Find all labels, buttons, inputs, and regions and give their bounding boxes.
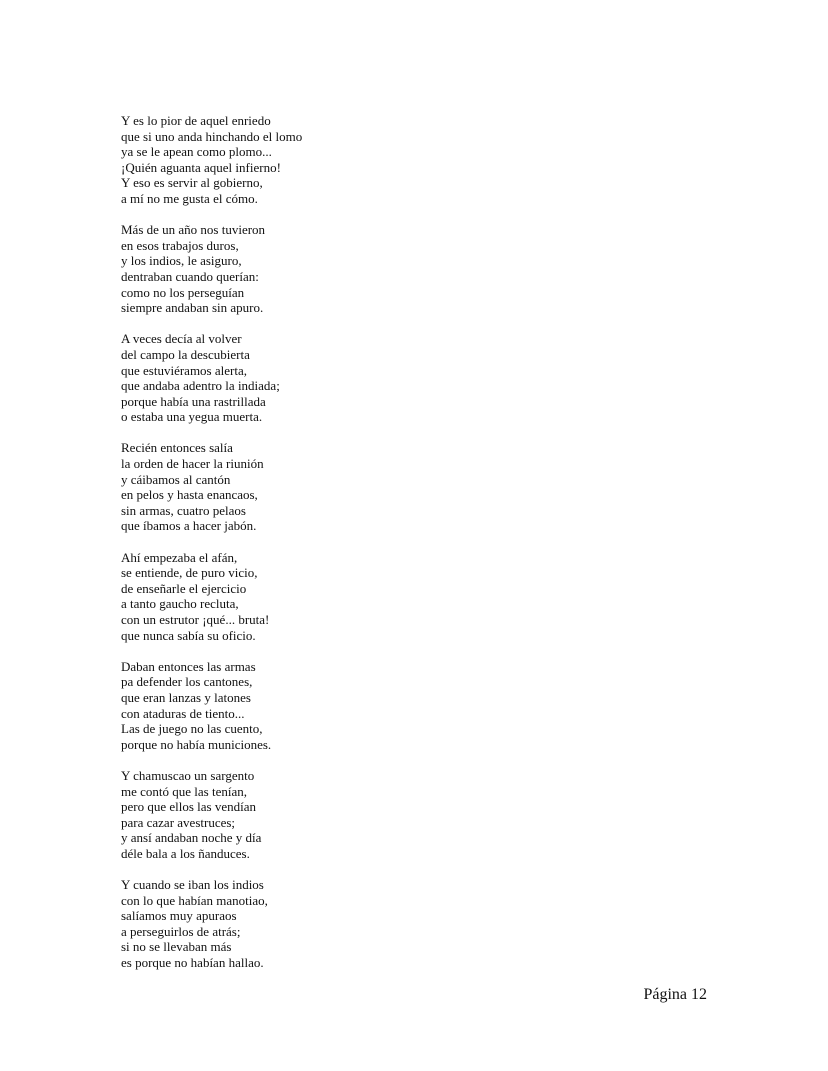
verse-line: siempre andaban sin apuro. [121, 300, 264, 316]
stanza-3 [121, 331, 541, 425]
poem-body [121, 113, 541, 986]
stanza-5 [121, 550, 541, 644]
verse-line: en esos trabajos duros, [121, 237, 239, 253]
verse-line: Más de un año nos tuvieron [121, 222, 266, 238]
verse-line: Daban entonces las armas [121, 658, 256, 674]
stanza-4 [121, 440, 541, 534]
verse-line: es porque no habían hallao. [121, 955, 264, 971]
verse-line: pa defender los cantones, [121, 674, 253, 690]
verse-line: y ansí andaban noche y día [121, 830, 262, 846]
verse-line: Y cuando se iban los indios [121, 877, 264, 893]
verse-line: a perseguirlos de atrás; [121, 923, 241, 939]
verse-line: y cáibamos al cantón [121, 471, 231, 487]
verse-line: dentraban cuando querían: [121, 268, 259, 284]
verse-line: a mí no me gusta el cómo. [121, 190, 258, 206]
verse-line: Y chamuscao un sargento [121, 767, 255, 783]
verse-line: que estuviéramos alerta, [121, 362, 247, 378]
stanza-6 [121, 659, 541, 753]
verse-line: de enseñarle el ejercicio [121, 580, 247, 596]
stanza-8 [121, 877, 541, 971]
verse-line: a tanto gaucho recluta, [121, 596, 239, 612]
stanza-7 [121, 768, 541, 862]
verse-line: porque había una rastrillada [121, 393, 266, 409]
verse-line: si no se llevaban más [121, 939, 232, 955]
verse-line: para cazar avestruces; [121, 814, 236, 830]
verse-line: que andaba adentro la indiada; [121, 378, 280, 394]
verse-line: con ataduras de tiento... [121, 705, 245, 721]
verse-line: que íbamos a hacer jabón. [121, 518, 257, 534]
verse-line: Recién entonces salía [121, 440, 233, 456]
verse-line: salíamos muy apuraos [121, 908, 237, 924]
verse-line: que nunca sabía su oficio. [121, 627, 256, 643]
verse-line: la orden de hacer la riunión [121, 456, 264, 472]
verse-line: sin armas, cuatro pelaos [121, 502, 246, 518]
verse-line: Y es lo pior de aquel enriedo [121, 113, 271, 128]
verse-line: ¡Quién aguanta aquel infierno! [121, 159, 281, 175]
verse-line: del campo la descubierta [121, 346, 250, 362]
verse-line: déle bala a los ñanduces. [121, 845, 250, 861]
verse-line: que si uno anda hinchando el lomo [121, 128, 303, 144]
verse-line: se entiende, de puro vicio, [121, 565, 258, 581]
page-number: Página 12 [643, 986, 707, 1003]
verse-line: A veces decía al volver [121, 331, 242, 347]
verse-line: con lo que habían manotiao, [121, 892, 268, 908]
verse-line: como no los perseguían [121, 284, 245, 300]
verse-line: Y eso es servir al gobierno, [121, 175, 263, 191]
verse-line: porque no había municiones. [121, 736, 272, 752]
verse-line: ya se le apean como plomo... [121, 144, 272, 160]
verse-line: y los indios, le asiguro, [121, 253, 242, 269]
verse-line: con un estrutor ¡qué... bruta! [121, 612, 270, 627]
verse-line: que eran lanzas y latones [121, 689, 251, 705]
stanza-1 [121, 113, 541, 207]
verse-line: me contó que las tenían, [121, 783, 247, 799]
verse-line: pero que ellos las vendían [121, 799, 257, 815]
verse-line: Las de juego no las cuento, [121, 721, 263, 737]
verse-line: o estaba una yegua muerta. [121, 409, 263, 425]
verse-line: Ahí empezaba el afán, [121, 549, 238, 565]
verse-line: en pelos y hasta enancaos, [121, 487, 258, 503]
stanza-2 [121, 222, 541, 316]
